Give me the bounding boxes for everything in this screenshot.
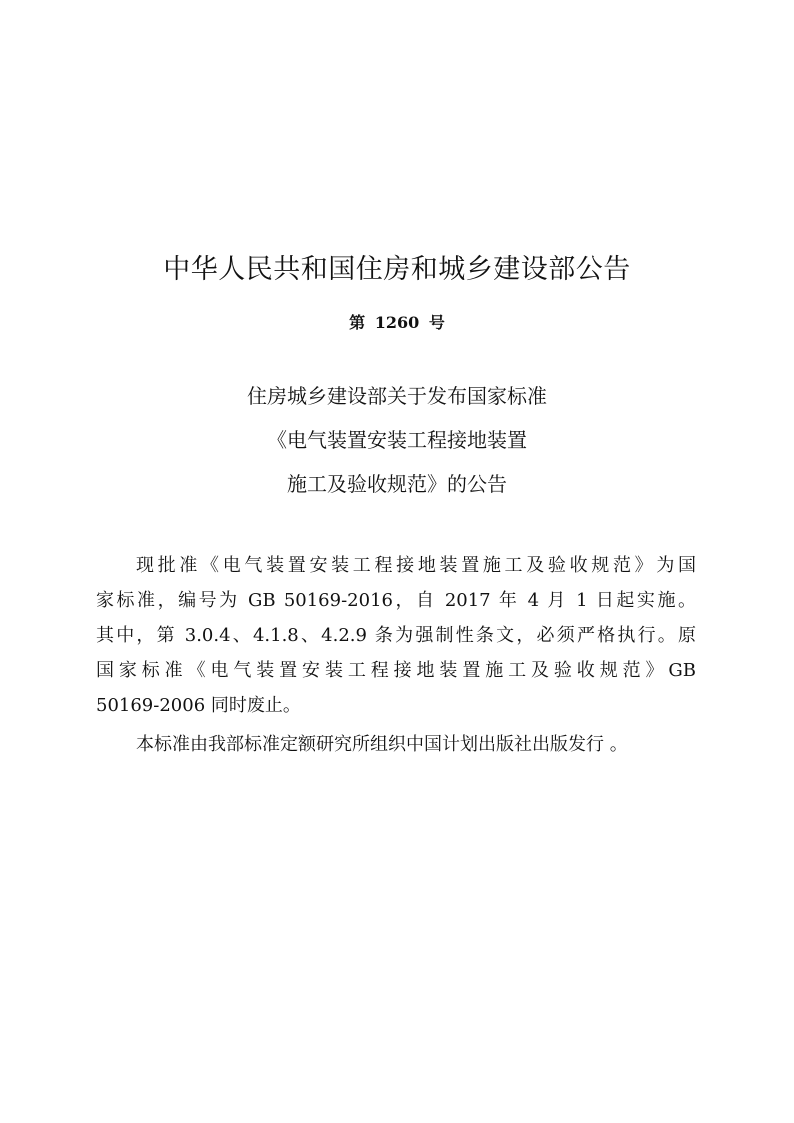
body-line: 国家标准《电气装置安装工程接地装置施工及验收规范》GB — [96, 660, 696, 681]
announcement-body — [96, 548, 696, 762]
closing-paragraph: 本标准由我部标准定额研究所组织中国计划出版社出版发行 。 — [136, 734, 628, 755]
body-line: 家标准，编号为 GB 50169-2016，自 2017 年 4 月 1 日起实施。 — [96, 590, 696, 611]
body-line: 其中，第 3.0.4、4.1.8、4.2.9 条为强制性条文，必须严格执行。原 — [96, 625, 696, 646]
announcement-subtitle — [0, 380, 794, 512]
announcement-number: 第 1260 号 — [349, 313, 445, 332]
subtitle-line: 施工及验收规范》的公告 — [287, 472, 507, 496]
subtitle-line: 住房城乡建设部关于发布国家标准 — [247, 384, 547, 408]
subtitle-line: 《电气装置安装工程接地装置 — [267, 428, 527, 452]
announcement-title: 中华人民共和国住房和城乡建设部公告 — [163, 254, 631, 285]
body-line: 50169-2006 同时废止。 — [96, 695, 301, 716]
body-line: 现批准《电气装置安装工程接地装置施工及验收规范》为国 — [136, 555, 696, 576]
